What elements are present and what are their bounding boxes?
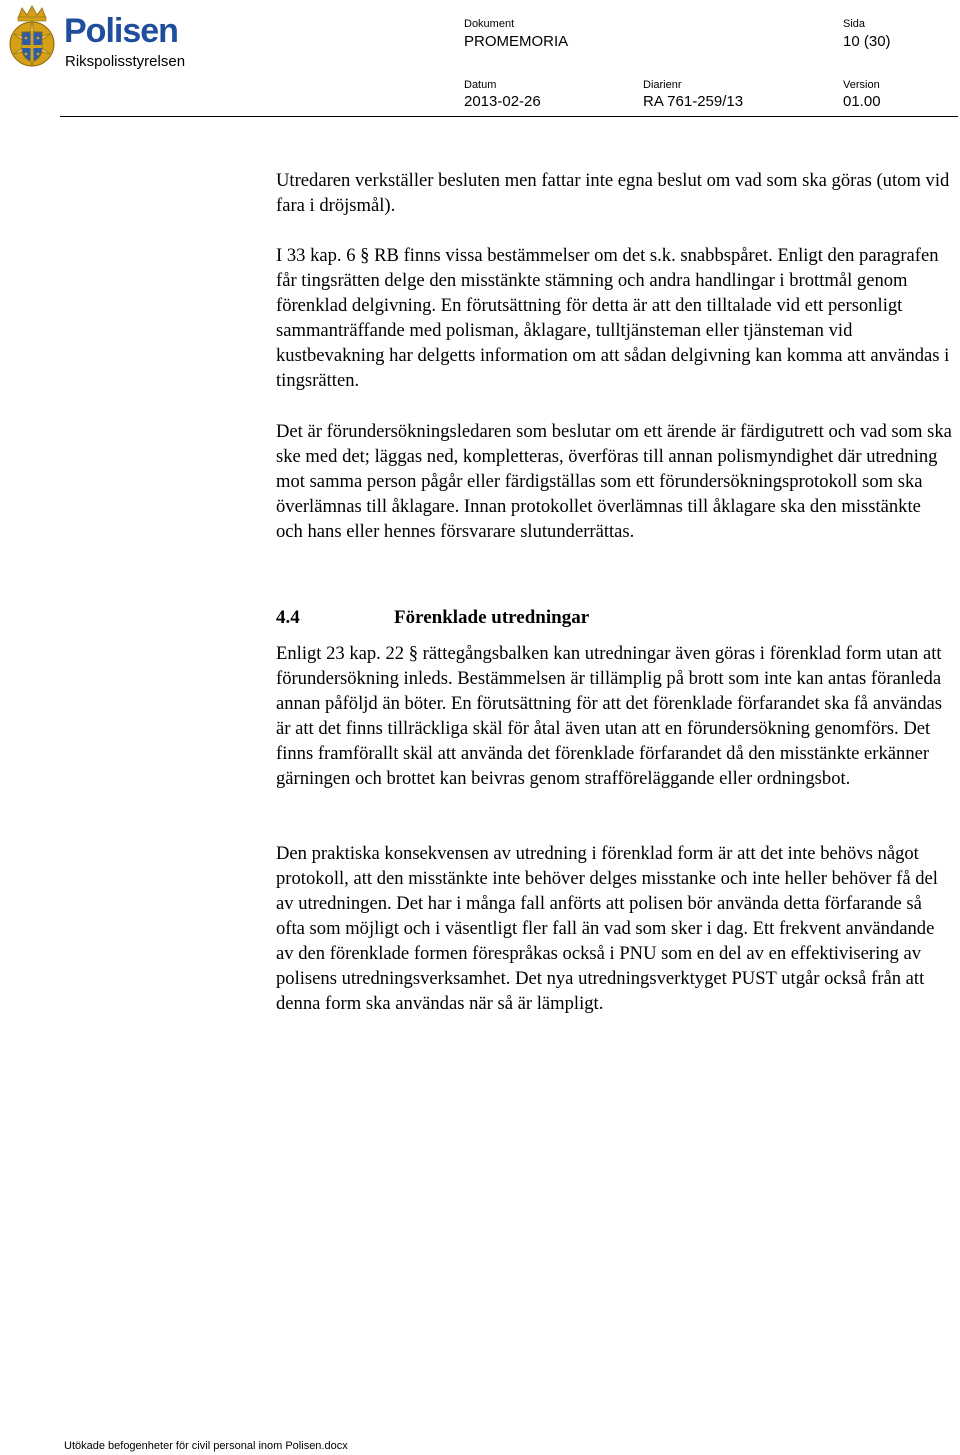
version-label: Version <box>843 79 880 91</box>
paragraph: I 33 kap. 6 § RB finns vissa bestämmelser om det s.k. snabbspåret. Enligt den paragrafen får tingsrätten delge den misstänkte stämning och andra handlingar i brottmål genom förenklad delgivning. En förutsättning för detta är att den tilltalade vid ett personligt sammanträffande med polisman, åklagare, tulltjänsteman eller tjänsteman vid kustbevakning har delgetts information om att sådan delgivning kan komma att användas i tingsrätten. <box>276 245 950 391</box>
footer-filename: Utökade befogenheter för civil personal inom Polisen.docx <box>64 1440 348 1452</box>
brand-subtitle: Rikspolisstyrelsen <box>65 53 186 70</box>
diary-number: RA 761-259/13 <box>643 93 744 110</box>
paragraph: Utredaren verkställer besluten men fattar inte egna beslut om vad som ska göras (utom vid fara i dröjsmål). <box>276 170 950 216</box>
document-type: PROMEMORIA <box>464 33 569 50</box>
page-label: Sida <box>843 18 866 30</box>
version-number: 01.00 <box>843 93 881 110</box>
header-divider <box>60 116 958 117</box>
diary-label: Diarienr <box>643 79 682 91</box>
brand-name: Polisen <box>64 12 178 50</box>
section-title: Förenklade utredningar <box>394 607 590 628</box>
paragraph: Enligt 23 kap. 22 § rättegångsbalken kan utredningar även göras i förenklad form utan att förundersökning inleds. Bestämmelsen är tillämplig på brott som inte kan antas föranleda annan påföljd än böter. En förutsättning för att det förenklade förfarandet ska få användas är att det finns tillräckliga skäl för åtal även utan att en förundersökning genomförs. Det finns framförallt skäl att använda det förenklade förfarandet då den misstänkte erkänner gärningen och brottet kan beivras genom strafföreläggande eller ordningsbot. <box>276 643 943 789</box>
police-emblem-icon <box>6 4 58 72</box>
document-date: 2013-02-26 <box>464 93 541 110</box>
paragraph: Det är förundersökningsledaren som beslutar om ett ärende är färdigutrett och vad som ska ske med det; läggas ned, kompletteras, överföras till annan polismyndighet där utredning mot samma person pågår eller färdigställas som ett förundersökningsprotokoll som ska överlämnas till åklagare. Innan protokollet överlämnas till åklagare ska den misstänkte och hans eller hennes försvarare slutunderrättas. <box>276 421 952 542</box>
page-number: 10 (30) <box>843 33 891 50</box>
date-label: Datum <box>464 79 497 91</box>
document-label: Dokument <box>464 18 515 30</box>
section-heading <box>276 605 952 630</box>
section-number: 4.4 <box>276 607 300 628</box>
paragraph: Den praktiska konsekvensen av utredning i förenklad form är att det inte behövs något protokoll, att den misstänkte inte behöver delges misstanke och inte heller behöver få del av utredningen. Det har i många fall anförts att polisen bör använda detta förfarande så ofta som möjligt och i väsentligt fler fall än vad som sker i dag. Ett frekvent användande av den förenklade formen förespråkas också i PNU som en del av en effektivisering av polisens utredningsverksamhet. Det nya utredningsverktyget PUST utgår också från att denna form ska användas när så är lämpligt. <box>276 843 938 1014</box>
